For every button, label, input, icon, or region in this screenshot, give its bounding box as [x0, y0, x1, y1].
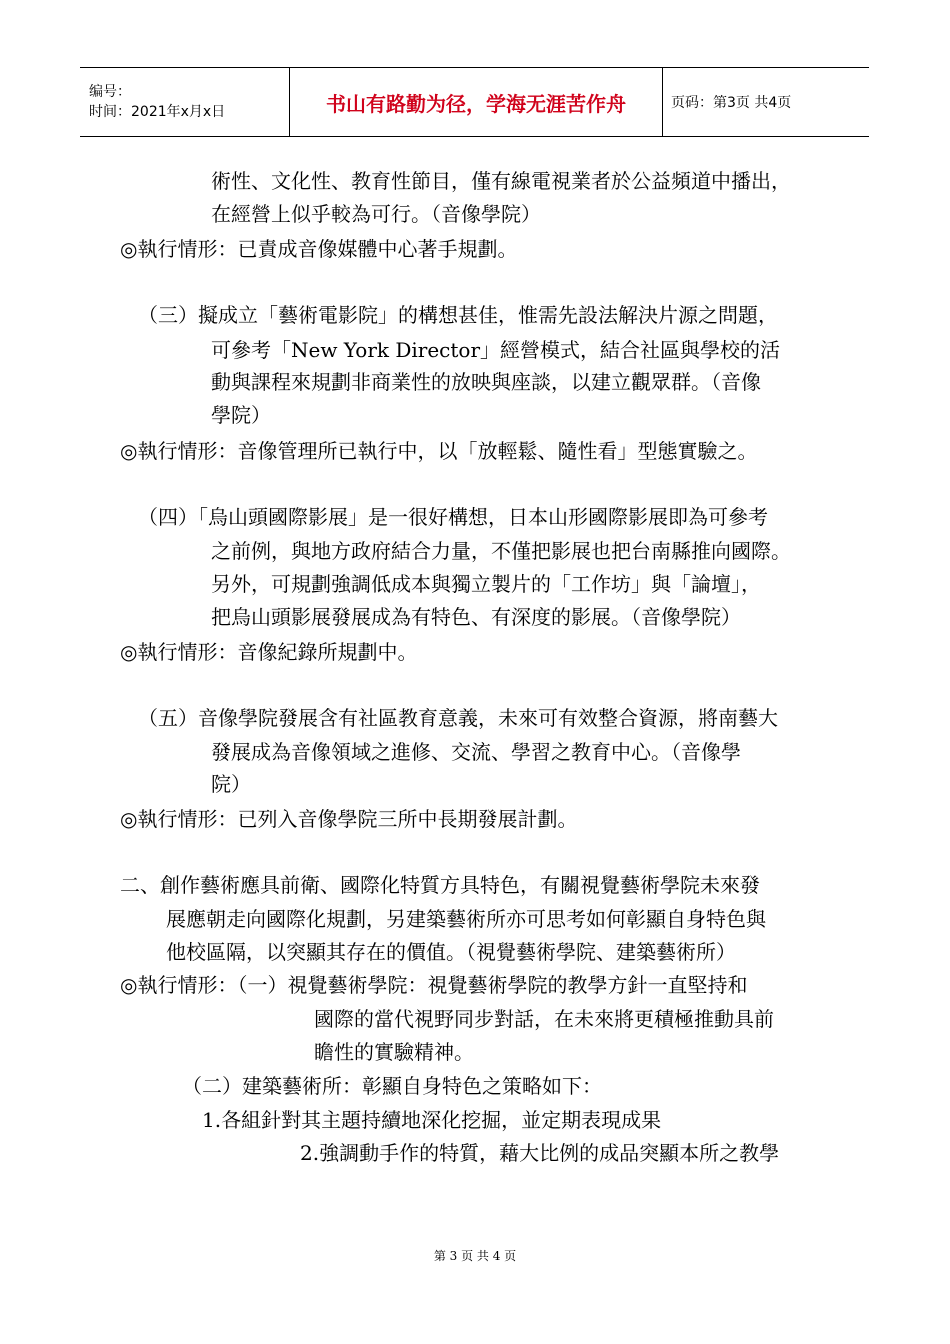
execution-status-line: ◎執行情形：已列入音像學院三所中長期發展計劃。	[120, 807, 578, 831]
execution-status-line: ◎執行情形：已責成音像媒體中心著手規劃。	[120, 237, 518, 261]
document-time-label: 时间：2021年x月x日	[89, 104, 226, 120]
body-line-7: 學院）	[211, 403, 271, 427]
item-3-heading-line: （三）擬成立「藝術電影院」的構想甚佳，惟需先設法解決片源之問題，	[138, 303, 778, 327]
body-line-5: 可參考「New York Director」經營模式，結合社區與學校的活	[211, 338, 781, 362]
body-line-20: 他校區隔，以突顯其存在的價值。（視覺藝術學院、建築藝術所）	[166, 940, 736, 964]
page-footer: 第 3 页 共 4 页	[433, 1249, 517, 1263]
body-line-23: 瞻性的實驗精神。	[314, 1040, 474, 1064]
page-code: 页码：第3页 共4页	[671, 95, 792, 111]
header-motto-cell	[290, 68, 663, 136]
body-line-22: 國際的當代視野同步對話，在未來將更積極推動具前	[314, 1007, 774, 1031]
item-5-heading-line: （五）音像學院發展含有社區教育意義，未來可有效整合資源，將南藝大	[138, 706, 778, 730]
body-line-15: 發展成為音像領域之進修、交流、學習之教育中心。（音像學	[211, 740, 741, 764]
body-line-1: 術性、文化性、教育性節目，僅有線電視業者於公益頻道中播出，	[211, 169, 791, 193]
body-line-16: 院）	[211, 772, 251, 796]
header-left-cell	[80, 68, 290, 136]
body-line-6: 動與課程來規劃非商業性的放映與座談，以建立觀眾群。（音像	[211, 370, 761, 394]
body-line-10: 之前例，與地方政府結合力量，不僅把影展也把台南縣推向國際。	[211, 539, 791, 563]
header-motto: 书山有路勤为径，学海无涯苦作舟	[326, 91, 626, 116]
body-line-2: 在經營上似乎較為可行。（音像學院）	[211, 202, 541, 226]
header-page-code-cell	[663, 68, 869, 136]
section-2-heading-line: 二、創作藝術應具前衛、國際化特質方具特色，有關視覺藝術學院未來發	[120, 873, 760, 897]
execution-status-line: ◎執行情形：（一）視覺藝術學院：視覺藝術學院的教學方針一直堅持和	[120, 973, 748, 997]
item-4-heading-line: （四）「烏山頭國際影展」是一很好構想，日本山形國際影展即為可參考	[138, 505, 768, 529]
sub-item-2-heading-line: （二）建築藝術所：彰顯自身特色之策略如下：	[182, 1074, 602, 1098]
strategy-item-2: 2.強調動手作的特質，藉大比例的成品突顯本所之教學	[300, 1141, 780, 1165]
document-number-label: 编号：	[89, 84, 131, 100]
page-header	[80, 67, 869, 137]
body-line-12: 把烏山頭影展發展成為有特色、有深度的影展。（音像學院）	[211, 605, 741, 629]
body-line-19: 展應朝走向國際化規劃，另建築藝術所亦可思考如何彰顯自身特色與	[166, 907, 766, 931]
execution-status-line: ◎執行情形：音像管理所已執行中，以「放輕鬆、隨性看」型態實驗之。	[120, 439, 758, 463]
execution-status-line: ◎執行情形：音像紀錄所規劃中。	[120, 640, 418, 664]
strategy-item-1: 1.各組針對其主題持續地深化挖掘，並定期表現成果	[202, 1108, 662, 1132]
body-line-11: 另外，可規劃強調低成本與獨立製片的「工作坊」與「論壇」，	[211, 572, 761, 596]
